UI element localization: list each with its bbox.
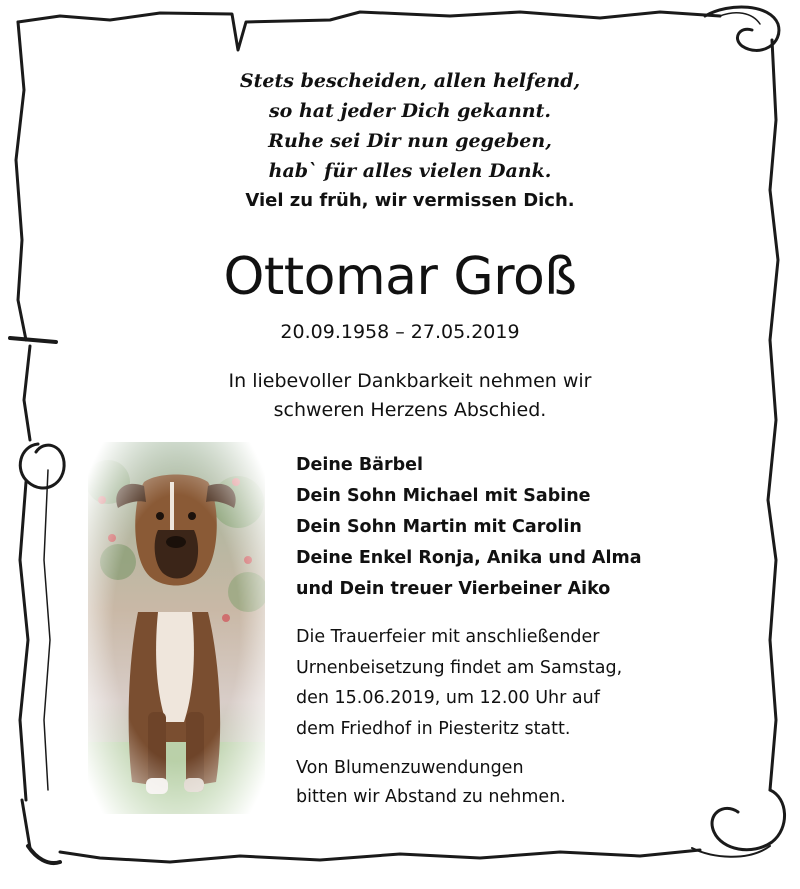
flower-note-line: bitten wir Abstand zu nehmen.	[296, 787, 566, 807]
poem-line: hab` für alles vielen Dank.	[268, 160, 552, 182]
mourner-entry: Dein Sohn Martin mit Carolin	[296, 517, 582, 537]
poem-line: Stets bescheiden, allen helfend,	[239, 70, 581, 92]
funeral-service-info	[296, 622, 736, 744]
service-line: den 15.06.2019, um 12.00 Uhr auf	[296, 688, 600, 708]
memorial-poem	[150, 66, 670, 216]
service-line: Die Trauerfeier mit anschließender	[296, 627, 600, 647]
flower-note-line: Von Blumenzuwendungen	[296, 758, 524, 778]
farewell-intro	[150, 367, 670, 425]
service-line: Urnenbeisetzung findet am Samstag,	[296, 657, 623, 678]
flower-request-note	[296, 754, 736, 812]
mourner-entry: Deine Enkel Ronja, Anika und Alma	[296, 548, 642, 568]
intro-line: schweren Herzens Abschied.	[273, 399, 547, 421]
poem-line: so hat jeder Dich gekannt.	[268, 100, 552, 122]
mourner-entry: und Dein treuer Vierbeiner Aiko	[296, 579, 611, 599]
service-line: dem Friedhof in Piesteritz statt.	[296, 718, 571, 739]
poem-line: Ruhe sei Dir nun gegeben,	[268, 130, 552, 152]
deceased-name: Ottomar Groß	[223, 247, 577, 307]
boxer-dog-photo	[88, 442, 265, 814]
mourners-list	[296, 450, 726, 605]
mourner-entry: Deine Bärbel	[296, 455, 423, 475]
mourner-entry: Dein Sohn Michael mit Sabine	[296, 486, 591, 506]
intro-line: In liebevoller Dankbarkeit nehmen wir	[228, 370, 592, 392]
life-dates: 20.09.1958 – 27.05.2019	[280, 321, 520, 343]
poem-closing-line: Viel zu früh, wir vermissen Dich.	[245, 190, 575, 211]
